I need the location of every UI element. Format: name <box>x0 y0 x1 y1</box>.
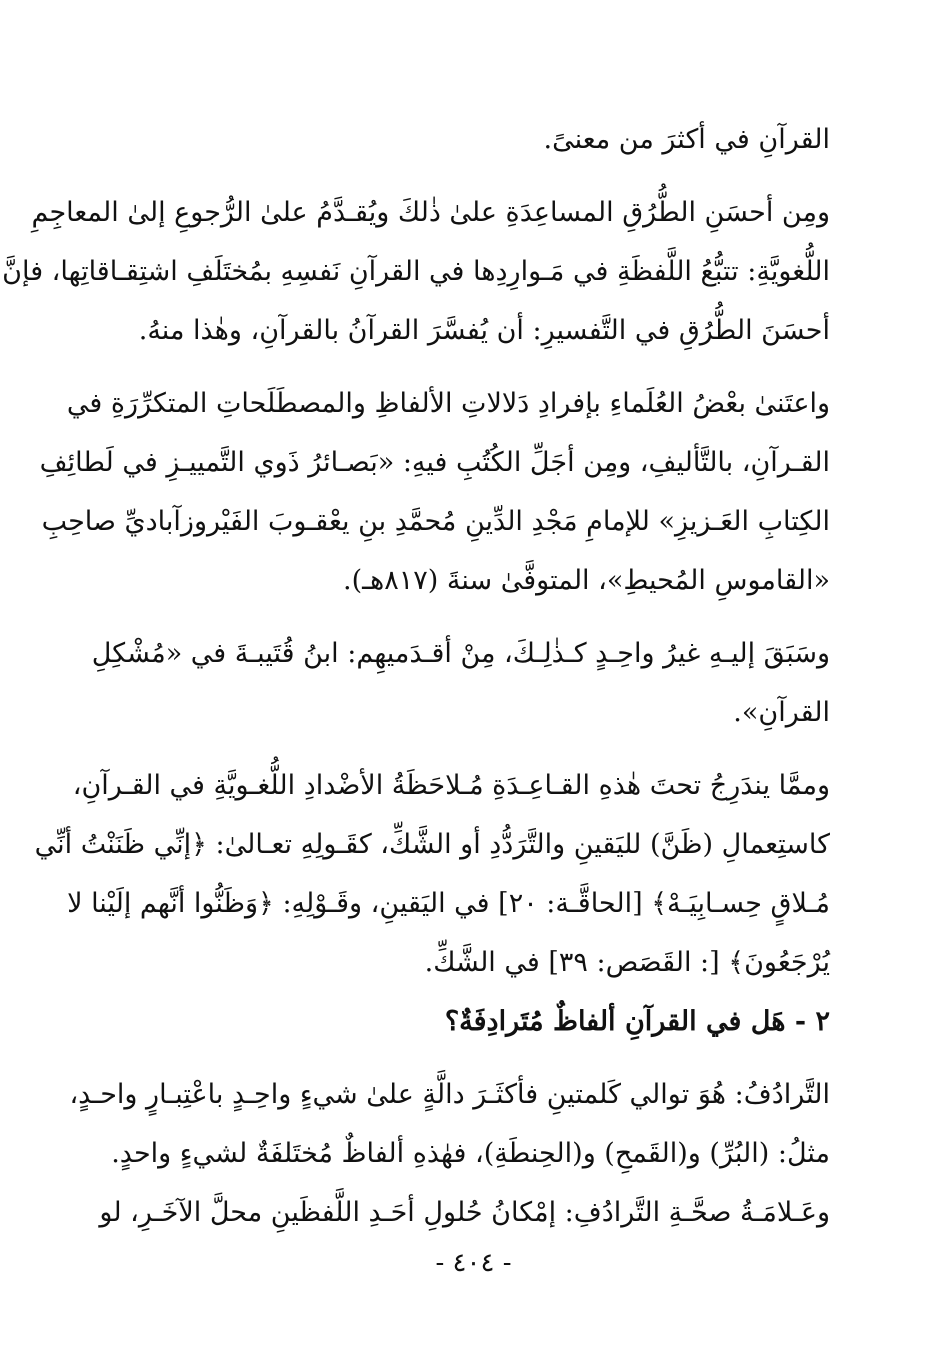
text-line: وسَبَقَ إليـهِ غيرُ واحِـدٍ كـذٰلِـكَ، مِنْ أقـدَميهِم: ابنُ قُتَيبـةَ في «مُشْكِلِ <box>91 638 830 669</box>
text-line: وعَـلامَـةُ صحَّـةِ التَّرادُفِ: إمْكانُ حُلولِ أحَـدِ اللَّفظَينِ محلَّ الآخَـرِ، لو <box>99 1197 830 1228</box>
paragraph-4 <box>91 624 830 742</box>
text-line: «القاموسِ المُحيطِ»، المتوفَّىٰ سنةَ (٨١٧هـ). <box>342 565 830 596</box>
paragraph-2 <box>2 183 830 360</box>
text-line: أحسَنَ الطُّرُقِ في التَّفسيرِ: أن يُفسَّرَ القرآنُ بالقرآنِ، وهٰذا منهُ. <box>138 315 830 346</box>
text-line: القـرآنِ، بالتَّأليفِ، ومِن أجَلِّ الكُتُبِ فيهِ: «بَصـائرُ ذَوي التَّمييـزِ في لَطائِفِ <box>39 447 830 478</box>
page-body <box>2 110 830 1242</box>
paragraph-1 <box>112 110 830 169</box>
text-line: يُرْجَعُونَ﴾ [: القَصَص: ٣٩] في الشَّكِّ. <box>424 947 830 978</box>
text-line: واعتَنىٰ بعْضُ العُلَماءِ بإفرادِ دَلالاتِ الألفاظِ والمصطَلَحاتِ المتكرِّرَةِ في <box>66 388 830 419</box>
text-line: التَّرادُفُ: هُوَ توالي كَلمتينِ فأكثَـرَ دالَّةٍ علىٰ شيءٍ واحِـدٍ باعْتِبـارٍ واحـدٍ، <box>69 1079 830 1110</box>
text-line: اللُّغويَّةِ: تتبُّعُ اللَّفظَةِ في مَـوارِدِها في القرآنِ نَفسِهِ بمُختَلَفِ اشتِقـاقاتِها، فإنَّ <box>2 256 830 287</box>
paragraph-5 <box>34 756 830 992</box>
paragraph-7 <box>99 1183 830 1242</box>
text-line: الكِتابِ العَـزيزِ» للإمامِ مَجْدِ الدِّينِ مُحمَّدِ بنِ يعْقـوبَ الفَيْروزآباديِّ صاحِبِ <box>41 506 830 537</box>
text-line: مثلُ: (البُرِّ) و(القَمحِ) و(الحِنطَةِ)، فهٰذهِ ألفاظٌ مُختَلفَةٌ لشيءٍ واحدٍ. <box>111 1138 830 1169</box>
text-line: القرآنِ». <box>733 697 830 728</box>
text-line: القرآنِ في أكثرَ من معنىً. <box>543 124 830 155</box>
text-line: ومِن أحسَنِ الطُّرُقِ المساعِدَةِ علىٰ ذٰلكَ ويُقـدَّمُ علىٰ الرُّجوعِ إلىٰ المعاجِمِ <box>31 197 830 228</box>
paragraph-3 <box>39 374 830 610</box>
text-line: وممَّا يندَرِجُ تحتَ هٰذهِ القـاعِـدَةِ مُـلاحَظَةُ الأضْدادِ اللُّغـويَّةِ في القـرآنِ، <box>72 770 830 801</box>
text-line: مُـلاقٍ حِسـابِيَـهْ﴾ [الحاقَّـة: ٢٠] في اليَقينِ، وقَـوْلِهِ: ﴿وَظَنُّوا أنَّهم إلَيْنا لا <box>67 888 830 919</box>
section-heading: ٢ - هَل في القرآنِ ألفاظٌ مُتَرادِفَةٌ؟ <box>444 1006 830 1037</box>
page-number: - ٤٠٤ - <box>435 1248 512 1278</box>
paragraph-6 <box>69 1065 830 1183</box>
text-line: كاستِعمالِ (ظَنَّ) لليَقينِ والتَّرَدُّدِ أو الشَّكِّ، كقَـولِهِ تعـالىٰ: ﴿إنِّي ظَنَنْتُ أنِّي <box>34 829 830 860</box>
